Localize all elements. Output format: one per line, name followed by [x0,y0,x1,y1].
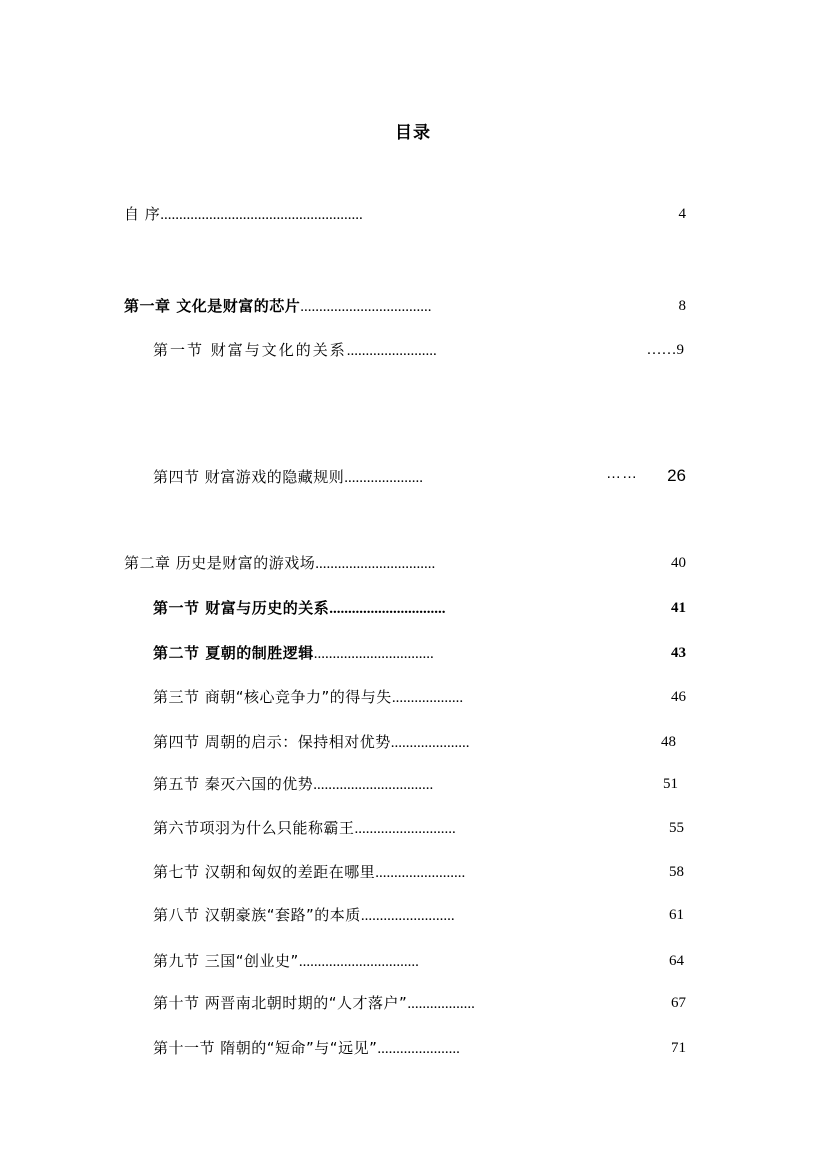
toc-entry-label: 第二章 历史是财富的游戏场 [124,554,316,572]
toc-entry-page: 58 [669,864,684,880]
toc-entry-section-2-8[interactable] [153,905,455,926]
toc-entry-section-2-6[interactable] [153,818,456,839]
toc-entry-label: 第五节 秦灭六国的优势 [153,775,314,793]
toc-entry-label: 第一节 财富与文化的关系 [153,341,347,359]
toc-entry-dots: ................... [391,690,464,706]
toc-entry-dots: ................................ [315,556,436,572]
toc-entry-dots: ..................... [344,470,424,486]
toc-entry-page: 46 [671,689,686,705]
toc-entry-label: 第四节 财富游戏的隐藏规则 [153,468,345,486]
toc-entry-dots: ..................... [390,735,470,751]
toc-entry-dots: ......................... [360,908,455,924]
toc-entry-dots: ........................ [375,865,466,881]
toc-entry-section-2-7[interactable] [153,862,465,883]
toc-entry-dots: ................................... [300,299,432,315]
toc-entry-page: 26 [667,466,686,485]
toc-entry-page: ……9 [646,342,684,358]
toc-entry-dots: ........................ [346,343,437,359]
toc-entry-label: 第二节 夏朝的制胜逻辑 [153,644,314,662]
toc-entry-section-1-1[interactable] [153,340,437,361]
toc-entry-label: 第七节 汉朝和匈奴的差距在哪里 [153,863,376,881]
toc-entry-page: 43 [671,645,686,661]
toc-entry-label: 第六节项羽为什么只能称霸王 [153,819,355,837]
toc-entry-label: 第三节 商朝“核心竞争力”的得与失 [153,688,392,706]
toc-entry-chapter-2[interactable] [124,553,435,574]
toc-title: 目录 [395,123,431,143]
toc-entry-dots: ................................ [298,954,419,970]
toc-entry-page: 4 [678,206,686,222]
toc-entry-label: 第十一节 隋朝的“短命”与“远见” [153,1039,378,1057]
toc-entry-label: 第八节 汉朝豪族“套路”的本质 [153,906,361,924]
toc-entry-section-2-5[interactable] [153,774,433,795]
toc-entry-page: 64 [669,953,684,969]
toc-entry-label: 第九节 三国“创业史” [153,952,299,970]
toc-entry-section-2-11[interactable] [153,1038,460,1059]
toc-entry-page: 61 [669,907,684,923]
toc-entry-page: 48 [661,734,676,750]
toc-entry-dots: ...................................................... [160,207,363,223]
toc-entry-section-2-10[interactable] [153,993,475,1014]
toc-entry-dots: ........................... [354,821,456,837]
toc-entry-page: 51 [663,776,678,792]
toc-entry-section-2-4[interactable] [153,732,470,753]
toc-entry-page: 41 [671,600,686,616]
toc-entry-dots: ............................... [329,601,446,617]
toc-entry-section-2-2[interactable] [153,643,434,664]
toc-entry-dots: ................................ [313,777,434,793]
toc-entry-section-1-4[interactable] [153,467,423,488]
toc-entry-page: 67 [671,995,686,1011]
toc-entry-label: 第一节 财富与历史的关系 [153,599,330,617]
toc-entry-label: 自 序 [124,205,161,223]
toc-entry-leader: …… [606,465,638,482]
toc-entry-section-2-3[interactable] [153,687,463,708]
toc-entry-section-2-1[interactable] [153,598,445,619]
toc-entry-page: 55 [669,820,684,836]
toc-entry-dots: ...................... [377,1041,460,1057]
toc-entry-label: 第四节 周朝的启示：保持相对优势 [153,733,391,751]
toc-entry-chapter-1[interactable] [124,296,431,317]
toc-entry-page: 8 [678,298,686,314]
toc-entry-label: 第十节 两晋南北朝时期的“人才落户” [153,994,408,1012]
toc-entry-page: 40 [671,555,686,571]
toc-entry-label: 第一章 文化是财富的芯片 [124,297,301,315]
toc-entry-dots: .................. [407,996,475,1012]
toc-entry-preface[interactable] [124,204,363,225]
toc-entry-dots: ................................ [313,646,434,662]
toc-entry-section-2-9[interactable] [153,951,419,972]
toc-entry-page: 71 [671,1040,686,1056]
